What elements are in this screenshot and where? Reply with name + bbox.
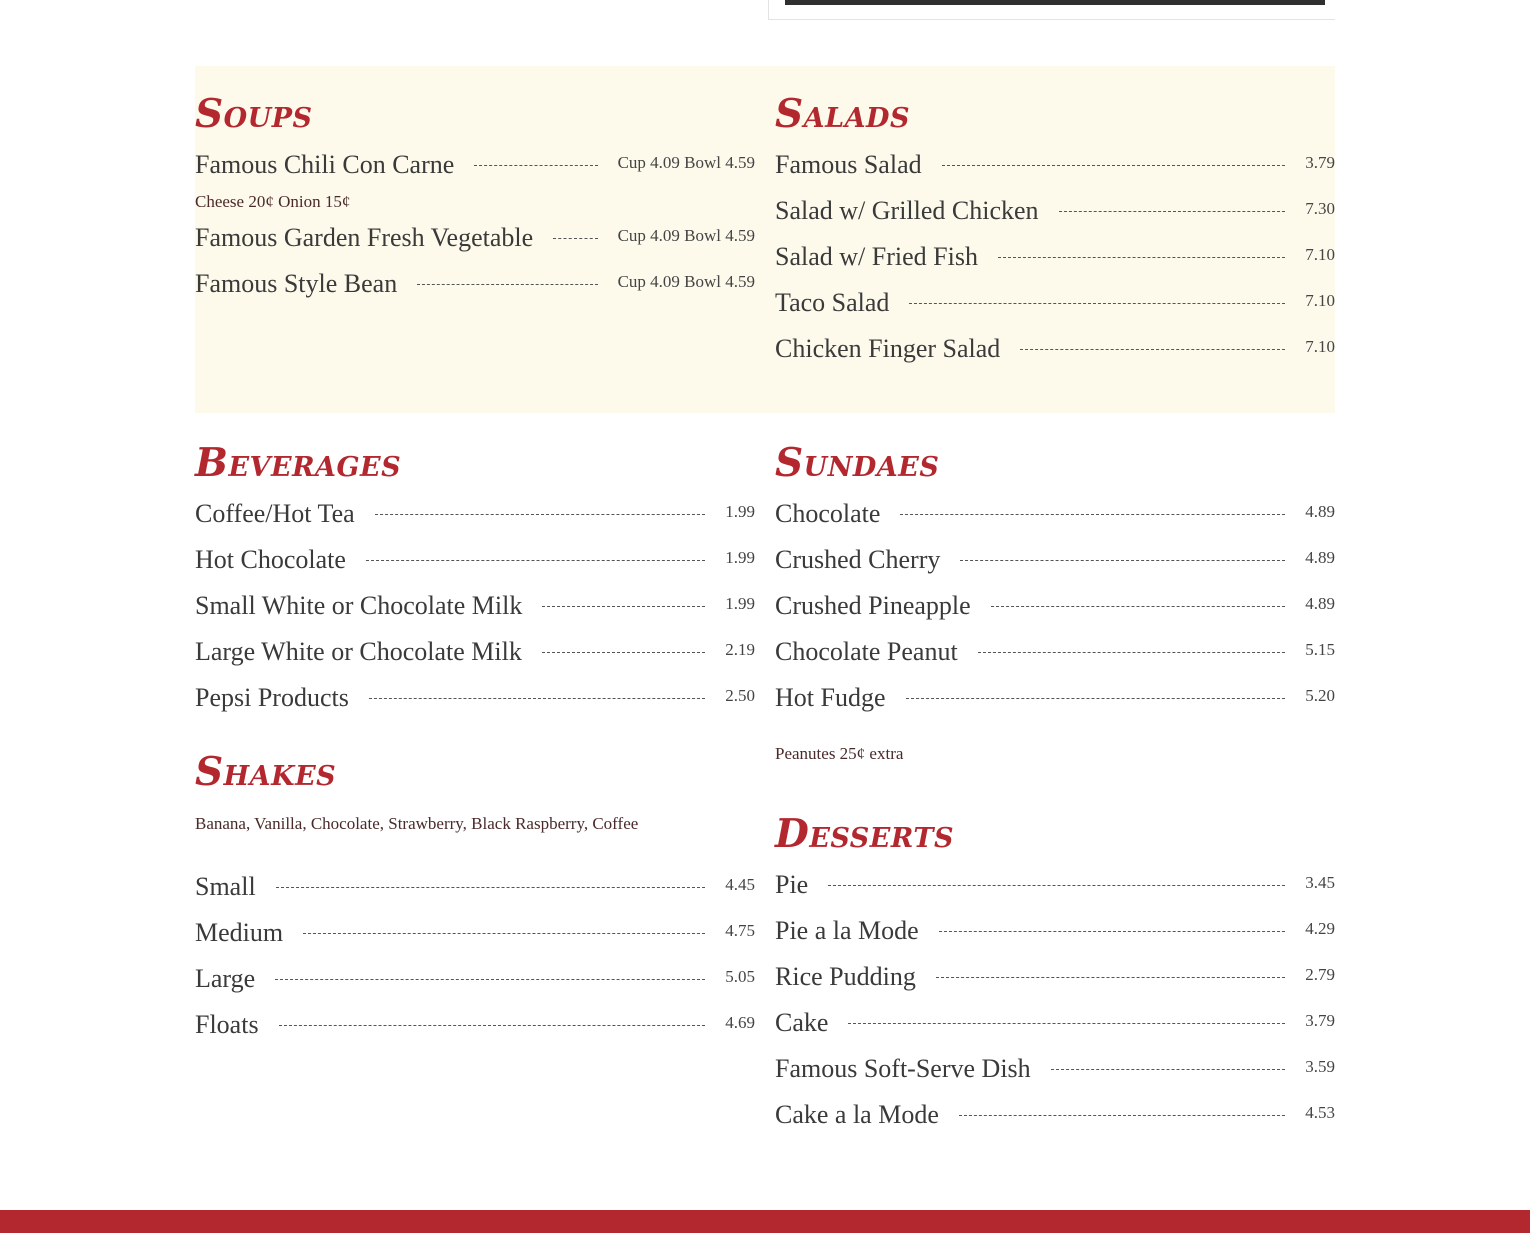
dotted-leader xyxy=(542,606,705,607)
footer-bar xyxy=(0,1210,1530,1233)
dotted-leader xyxy=(375,514,706,515)
soup-toppings-note-row xyxy=(195,188,755,215)
item-price: 5.15 xyxy=(1305,640,1335,659)
item-price: 1.99 xyxy=(725,502,755,521)
section-title-beverages: Beverages xyxy=(195,440,402,486)
dotted-leader xyxy=(1020,349,1285,350)
item-name: Crushed Cherry xyxy=(775,545,941,574)
item-price: Cup 4.09 Bowl 4.59 xyxy=(617,153,755,172)
dotted-leader xyxy=(936,977,1285,978)
section-beverages xyxy=(195,441,755,721)
item-name: Coffee/Hot Tea xyxy=(195,499,355,528)
item-name: Pie xyxy=(775,870,809,899)
menu-item xyxy=(195,215,755,261)
item-name: Salad w/ Grilled Chicken xyxy=(775,196,1039,225)
menu-item xyxy=(195,261,755,307)
dotted-leader xyxy=(366,560,705,561)
dotted-leader xyxy=(276,887,706,888)
menu-item xyxy=(195,491,755,537)
item-name: Chocolate Peanut xyxy=(775,637,958,666)
item-name: Hot Fudge xyxy=(775,683,886,712)
item-price: 7.30 xyxy=(1305,199,1335,218)
item-name: Large White or Chocolate Milk xyxy=(195,637,522,666)
top-panel xyxy=(768,0,1335,20)
item-name: Floats xyxy=(195,1010,259,1039)
menu-item xyxy=(195,142,755,188)
dotted-leader xyxy=(1059,211,1286,212)
item-price: 4.45 xyxy=(725,875,755,894)
section-desserts xyxy=(775,812,1335,1138)
item-price: 4.89 xyxy=(1305,502,1335,521)
item-price: 7.10 xyxy=(1305,337,1335,356)
item-name: Famous Chili Con Carne xyxy=(195,150,455,179)
item-price: 5.20 xyxy=(1305,686,1335,705)
menu-item xyxy=(775,280,1335,326)
item-price: 2.50 xyxy=(725,686,755,705)
menu-item xyxy=(195,910,755,956)
item-price: 4.89 xyxy=(1305,548,1335,567)
item-name: Medium xyxy=(195,918,284,947)
peanuts-note: Peanutes 25¢ extra xyxy=(775,744,904,763)
item-price: 7.10 xyxy=(1305,245,1335,264)
item-price: 3.79 xyxy=(1305,1011,1335,1030)
item-name: Rice Pudding xyxy=(775,962,916,991)
item-price: 4.53 xyxy=(1305,1103,1335,1122)
item-price: 3.45 xyxy=(1305,873,1335,892)
dotted-leader xyxy=(275,979,705,980)
menu-item xyxy=(195,1002,755,1048)
menu-item xyxy=(775,234,1335,280)
menu-item xyxy=(775,1046,1335,1092)
menu-item xyxy=(775,188,1335,234)
section-title-salads: Salads xyxy=(775,91,910,137)
item-name: Crushed Pineapple xyxy=(775,591,971,620)
section-salads xyxy=(775,92,1335,372)
item-name: Salad w/ Fried Fish xyxy=(775,242,978,271)
dotted-leader xyxy=(542,652,705,653)
dotted-leader xyxy=(991,606,1286,607)
item-price: 7.10 xyxy=(1305,291,1335,310)
item-name: Cake xyxy=(775,1008,829,1037)
item-name: Famous Soft-Serve Dish xyxy=(775,1054,1031,1083)
dotted-leader xyxy=(828,885,1285,886)
toppings-note: Cheese 20¢ Onion 15¢ xyxy=(195,191,351,211)
dotted-leader xyxy=(474,165,597,166)
menu-item xyxy=(775,675,1335,721)
item-name: Hot Chocolate xyxy=(195,545,346,574)
item-name: Pepsi Products xyxy=(195,683,349,712)
menu-item xyxy=(775,954,1335,1000)
menu-item xyxy=(195,675,755,721)
dotted-leader xyxy=(939,931,1286,932)
top-bar xyxy=(785,0,1325,5)
item-price: 3.59 xyxy=(1305,1057,1335,1076)
item-price: 4.29 xyxy=(1305,919,1335,938)
item-name: Chicken Finger Salad xyxy=(775,334,1001,363)
menu-item xyxy=(775,1000,1335,1046)
section-title-sundaes: Sundaes xyxy=(775,440,940,486)
dotted-leader xyxy=(942,165,1286,166)
dotted-leader xyxy=(900,514,1285,515)
item-name: Famous Salad xyxy=(775,150,922,179)
item-price: 2.19 xyxy=(725,640,755,659)
dotted-leader xyxy=(1051,1069,1286,1070)
dotted-leader xyxy=(960,560,1285,561)
item-name: Cake a la Mode xyxy=(775,1100,939,1129)
menu-item xyxy=(195,537,755,583)
item-name: Small xyxy=(195,872,256,901)
section-sundaes xyxy=(775,441,1335,769)
dotted-leader xyxy=(279,1025,706,1026)
item-price: Cup 4.09 Bowl 4.59 xyxy=(617,226,755,245)
dotted-leader xyxy=(998,257,1285,258)
menu-item xyxy=(775,537,1335,583)
item-name: Large xyxy=(195,964,256,993)
dotted-leader xyxy=(909,303,1285,304)
item-name: Famous Garden Fresh Vegetable xyxy=(195,223,534,252)
item-price: 4.89 xyxy=(1305,594,1335,613)
menu-item xyxy=(775,862,1335,908)
dotted-leader xyxy=(848,1023,1285,1024)
menu-item xyxy=(775,908,1335,954)
item-price: 1.99 xyxy=(725,548,755,567)
item-name: Taco Salad xyxy=(775,288,890,317)
dotted-leader xyxy=(417,284,597,285)
flavors-row xyxy=(195,800,755,847)
item-price: 1.99 xyxy=(725,594,755,613)
menu-item xyxy=(775,491,1335,537)
menu-item xyxy=(195,629,755,675)
item-price: Cup 4.09 Bowl 4.59 xyxy=(617,272,755,291)
menu-item xyxy=(195,583,755,629)
menu-item xyxy=(775,326,1335,372)
section-title-shakes: Shakes xyxy=(195,749,337,795)
dotted-leader xyxy=(369,698,705,699)
item-name: Famous Style Bean xyxy=(195,269,398,298)
dotted-leader xyxy=(978,652,1286,653)
item-name: Chocolate xyxy=(775,499,881,528)
peanuts-note-row xyxy=(775,739,1335,769)
item-price: 3.79 xyxy=(1305,153,1335,172)
menu-item xyxy=(775,142,1335,188)
menu-item xyxy=(195,864,755,910)
item-price: 5.05 xyxy=(725,967,755,986)
item-price: 2.79 xyxy=(1305,965,1335,984)
item-price: 4.69 xyxy=(725,1013,755,1032)
section-title-desserts: Desserts xyxy=(775,811,954,857)
section-shakes xyxy=(195,750,755,1048)
menu-item xyxy=(195,956,755,1002)
dotted-leader xyxy=(906,698,1286,699)
shake-flavors: Banana, Vanilla, Chocolate, Strawberry, Black Raspberry, Coffee xyxy=(195,813,639,833)
section-soups xyxy=(195,92,755,307)
menu-item xyxy=(775,1092,1335,1138)
menu-item xyxy=(775,583,1335,629)
item-price: 4.75 xyxy=(725,921,755,940)
section-title-soups: Soups xyxy=(195,91,313,137)
item-name: Small White or Chocolate Milk xyxy=(195,591,523,620)
menu-item xyxy=(775,629,1335,675)
dotted-leader xyxy=(959,1115,1285,1116)
dotted-leader xyxy=(303,933,705,934)
item-name: Pie a la Mode xyxy=(775,916,919,945)
dotted-leader xyxy=(553,238,597,239)
